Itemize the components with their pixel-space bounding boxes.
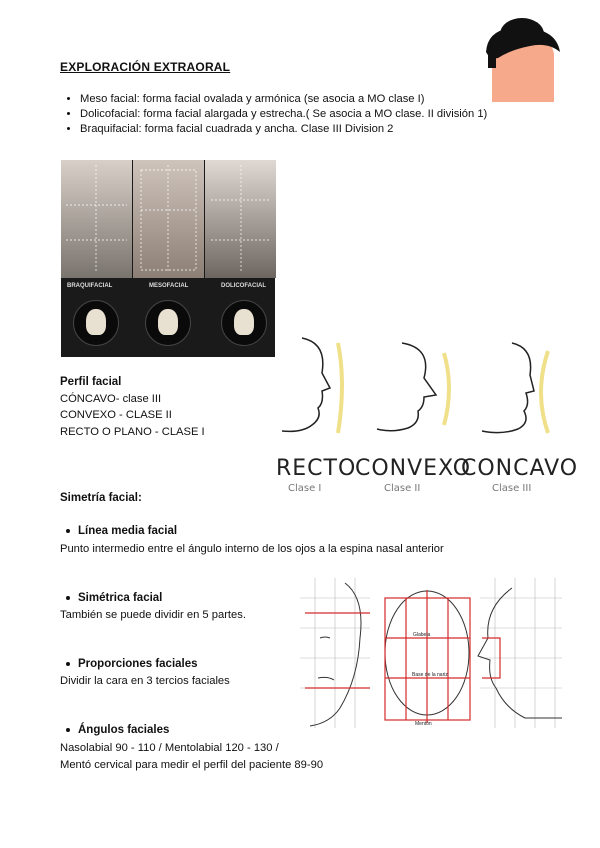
list-item: • Meso facial: forma facial ovalada y armónica (se asocia a MO clase I) bbox=[80, 92, 487, 107]
label-braqui: BRAQUIFACIAL bbox=[67, 283, 113, 289]
profile-class-2: Clase II bbox=[384, 483, 421, 494]
list-item: • Braquifacial: forma facial cuadrada y ancha. Clase III Division 2 bbox=[80, 122, 487, 137]
angulos-title: Ángulos faciales bbox=[66, 724, 169, 736]
label-meso: MESOFACIAL bbox=[149, 283, 189, 289]
perfil-title: Perfil facial bbox=[60, 376, 122, 388]
angulos-text-1: Nasolabial 90 - 110 / Mentolabial 120 - 130 / bbox=[60, 742, 279, 754]
simetria-title: Simetría facial: bbox=[60, 492, 142, 504]
profile-word-concavo: CONCAVO bbox=[461, 456, 579, 481]
simetrica-text: También se puede dividir en 5 partes. bbox=[60, 609, 246, 621]
face-guide-lines bbox=[61, 160, 275, 278]
angulos-text-2: Mentó cervical para medir el perfil del paciente 89-90 bbox=[60, 759, 324, 771]
simetrica-title: Simétrica facial bbox=[66, 592, 162, 604]
avatar bbox=[478, 12, 568, 106]
linea-media-title: Línea media facial bbox=[66, 525, 177, 537]
skull-braqui bbox=[73, 300, 119, 346]
label-base-nariz: Base de la nariz bbox=[412, 672, 448, 678]
profile-silhouettes bbox=[272, 333, 572, 443]
list-item: • Dolicofacial: forma facial alargada y estrecha.( Se asocia a MO clase. II división 1) bbox=[80, 107, 487, 122]
profile-class-1: Clase I bbox=[288, 483, 322, 494]
profile-word-convexo: CONVEXO bbox=[355, 456, 472, 481]
profile-class-3: Clase III bbox=[492, 483, 532, 494]
proporciones-title: Proporciones faciales bbox=[66, 658, 198, 670]
skull-meso bbox=[145, 300, 191, 346]
biotype-list bbox=[64, 92, 487, 137]
page-title: EXPLORACIÓN EXTRAORAL bbox=[60, 60, 231, 74]
label-menton: Mentón bbox=[415, 721, 432, 727]
label-dolico: DOLICOFACIAL bbox=[221, 283, 266, 289]
proporciones-text: Dividir la cara en 3 tercios faciales bbox=[60, 675, 230, 687]
profile-word-recto: RECTO bbox=[276, 456, 357, 481]
perfil-line: CÓNCAVO- clase III bbox=[60, 393, 162, 405]
linea-media-text: Punto intermedio entre el ángulo interno de los ojos a la espina nasal anterior bbox=[60, 543, 444, 555]
face-types-image bbox=[61, 160, 275, 357]
facial-proportions-diagram bbox=[300, 578, 565, 730]
perfil-line: RECTO O PLANO - CLASE I bbox=[60, 426, 205, 438]
label-glabela: Glabela bbox=[413, 632, 431, 638]
skull-dolico bbox=[221, 300, 267, 346]
perfil-line: CONVEXO - CLASE II bbox=[60, 409, 172, 421]
